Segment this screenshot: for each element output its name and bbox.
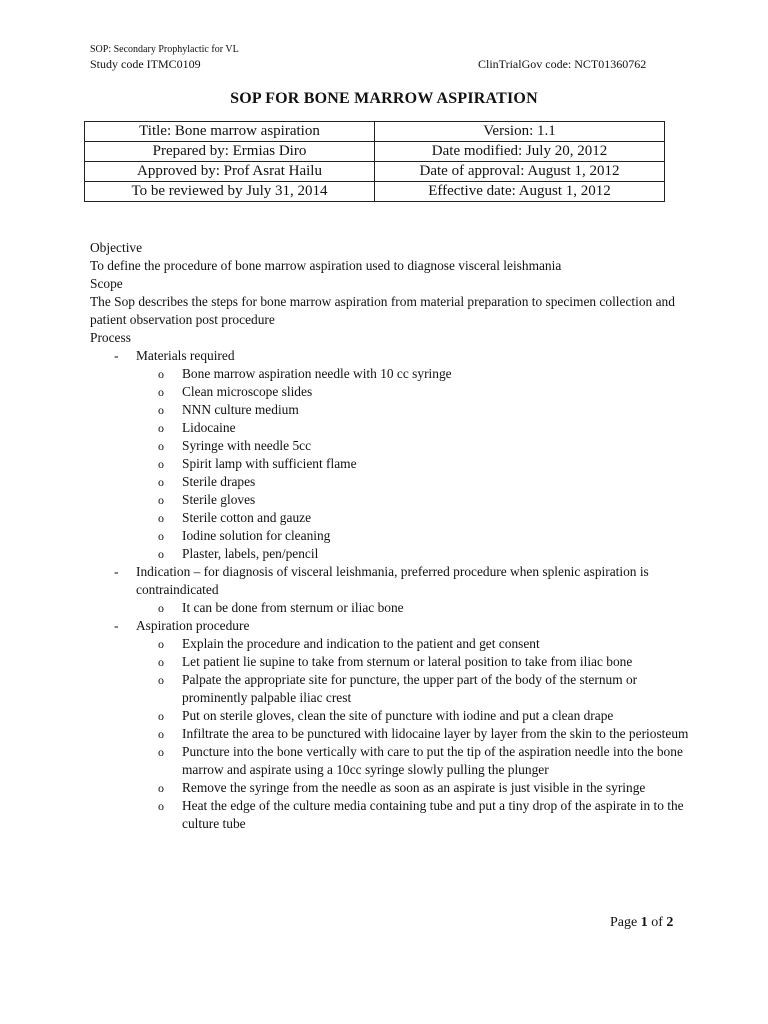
objective-heading: Objective xyxy=(90,240,143,255)
list-item: o Syringe with needle 5cc xyxy=(158,437,690,455)
list-item: o It can be done from sternum or iliac bone xyxy=(158,599,690,617)
document-title: SOP FOR BONE MARROW ASPIRATION xyxy=(230,90,538,107)
list-item: o Clean microscope slides xyxy=(158,383,690,401)
list-item: o Iodine solution for cleaning xyxy=(158,527,690,545)
scope-text: The Sop describes the steps for bone marrow aspiration from material preparation to specimen collection and patient observation post procedure xyxy=(90,294,675,327)
objective-text: To define the procedure of bone marrow aspiration used to diagnose visceral leishmania xyxy=(90,258,562,273)
aspiration-label: Aspiration procedure xyxy=(136,618,250,633)
title-cell: Title: Bone marrow aspiration xyxy=(85,122,375,142)
prepared-by-cell: Prepared by: Ermias Diro xyxy=(85,142,375,162)
scope-heading: Scope xyxy=(90,276,123,291)
date-modified-cell: Date modified: July 20, 2012 xyxy=(375,142,665,162)
list-item: o Heat the edge of the culture media containing tube and put a tiny drop of the aspirate in to the culture tube xyxy=(158,797,690,833)
list-item: o Palpate the appropriate site for puncture, the upper part of the body of the sternum or prominently palpable iliac crest xyxy=(158,671,690,707)
list-item xyxy=(114,563,690,617)
list-item: o Remove the syringe from the needle as soon as an aspirate is just visible in the syringe xyxy=(158,779,690,797)
list-item: o Sterile drapes xyxy=(158,473,690,491)
list-item: o Let patient lie supine to take from sternum or lateral position to take from iliac bone xyxy=(158,653,690,671)
list-item xyxy=(114,347,690,563)
effective-date-cell: Effective date: August 1, 2012 xyxy=(375,182,665,202)
materials-list xyxy=(136,365,690,563)
date-approval-cell: Date of approval: August 1, 2012 xyxy=(375,162,665,182)
table-row xyxy=(85,122,665,142)
table-row xyxy=(85,162,665,182)
process-list xyxy=(90,347,690,833)
version-cell: Version: 1.1 xyxy=(375,122,665,142)
header-study-code: Study code ITMC0109 xyxy=(90,57,201,71)
page-current: 1 xyxy=(640,915,648,930)
table-row xyxy=(85,182,665,202)
list-item: o Sterile cotton and gauze xyxy=(158,509,690,527)
aspiration-steps-list xyxy=(136,635,690,833)
indication-text: Indication – for diagnosis of visceral leishmania, preferred procedure when splenic aspiration is contraindicated xyxy=(136,564,649,597)
review-by-cell: To be reviewed by July 31, 2014 xyxy=(85,182,375,202)
table-row xyxy=(85,142,665,162)
process-heading: Process xyxy=(90,330,131,345)
list-item: o Lidocaine xyxy=(158,419,690,437)
list-item xyxy=(114,617,690,833)
list-item: o Bone marrow aspiration needle with 10 cc syringe xyxy=(158,365,690,383)
list-item: o Infiltrate the area to be punctured with lidocaine layer by layer from the skin to the periosteum xyxy=(158,725,690,743)
list-item: o Put on sterile gloves, clean the site of puncture with iodine and put a clean drape xyxy=(158,707,690,725)
list-item: o Puncture into the bone vertically with care to put the tip of the aspiration needle into the bone marrow and aspirate using a 10cc syringe slowly pulling the plunger xyxy=(158,743,690,779)
header-protocol-line: SOP: Secondary Prophylactic for VL xyxy=(90,44,239,55)
document-body xyxy=(90,239,690,833)
page-number xyxy=(610,915,673,931)
list-item: o Sterile gloves xyxy=(158,491,690,509)
page-total: 2 xyxy=(666,915,674,930)
header-clintrial-code: ClinTrialGov code: NCT01360762 xyxy=(478,57,647,71)
list-item: o Plaster, labels, pen/pencil xyxy=(158,545,690,563)
list-item: o Spirit lamp with sufficient flame xyxy=(158,455,690,473)
list-item: o Explain the procedure and indication to the patient and get consent xyxy=(158,635,690,653)
sop-info-table xyxy=(84,121,665,202)
approved-by-cell: Approved by: Prof Asrat Hailu xyxy=(85,162,375,182)
indication-list xyxy=(136,599,690,617)
materials-label: Materials required xyxy=(136,348,235,363)
page-prefix: Page xyxy=(610,915,641,930)
list-item: o NNN culture medium xyxy=(158,401,690,419)
page-of: of xyxy=(647,915,667,930)
